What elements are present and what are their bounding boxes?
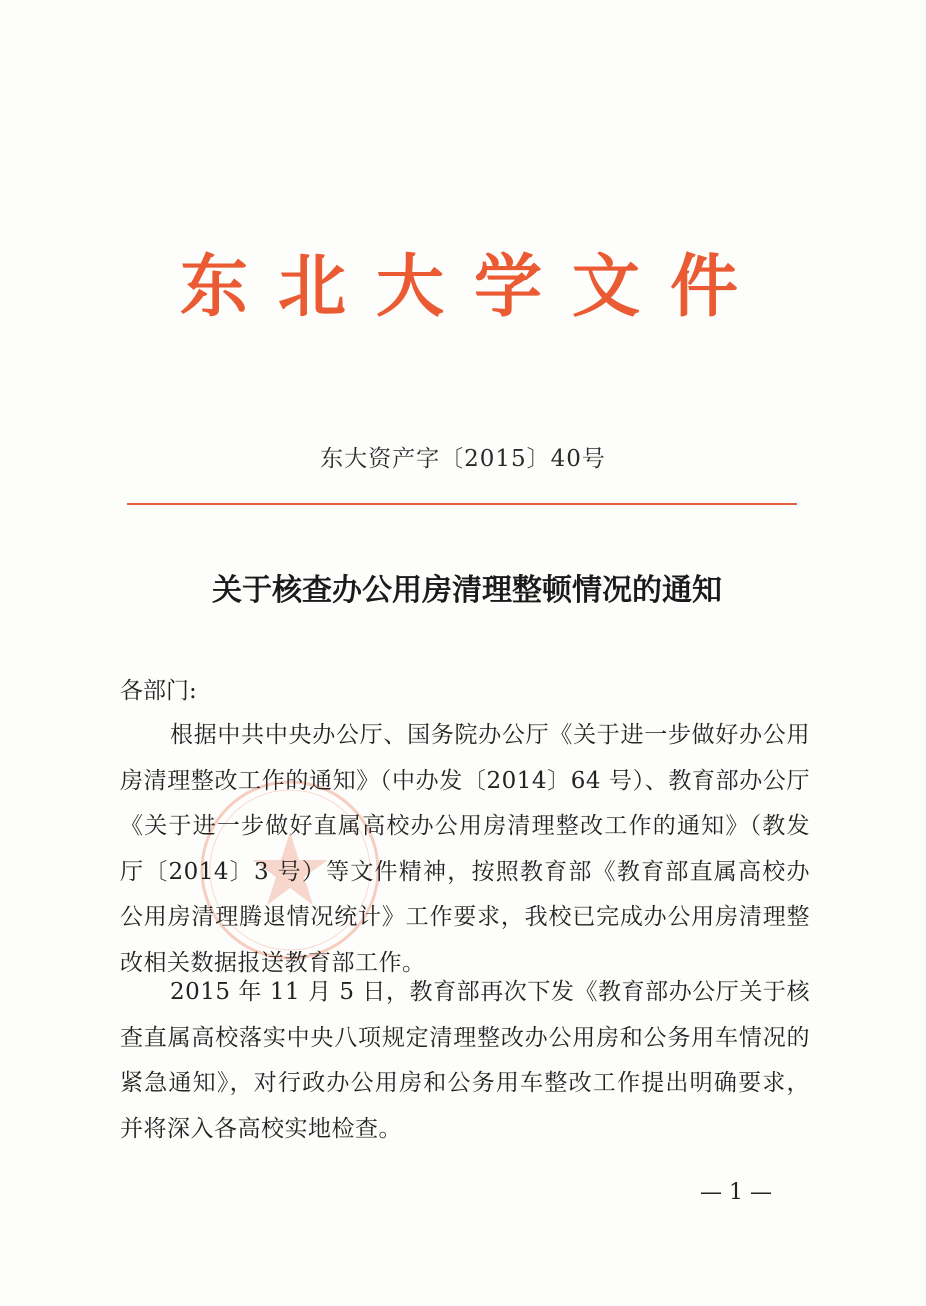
body-paragraph-1: 根据中共中央办公厅、国务院办公厅《关于进一步做好办公用房清理整改工作的通知》（中办发〔2014〕64 号）、教育部办公厅《关于进一步做好直属高校办公用房清理整改工作的通知》（教发厅〔2014〕3 号）等文件精神，按照教育部《教育部直属高校办公用房清理腾退情况统计》工作要求，我校已完成办公用房清理整改相关数据报送教育部工作。 — [120, 722, 810, 976]
notice-title: 关于核查办公用房清理整顿情况的通知 — [212, 573, 722, 608]
red-divider-line — [127, 503, 797, 505]
masthead-title: 东北大学文件 — [179, 248, 768, 327]
page-number: — 1 — — [700, 1180, 772, 1205]
document-number: 东大资产字〔2015〕40号 — [320, 446, 606, 472]
addressee: 各部门: — [120, 678, 197, 704]
body-paragraph-2: 2015 年 11 月 5 日，教育部再次下发《教育部办公厅关于核查直属高校落实中央八项规定清理整改办公用房和公务用车情况的紧急通知》，对行政办公用房和公务用车整改工作提出明确要求，并将深入各高校实地检查。 — [120, 979, 810, 1142]
